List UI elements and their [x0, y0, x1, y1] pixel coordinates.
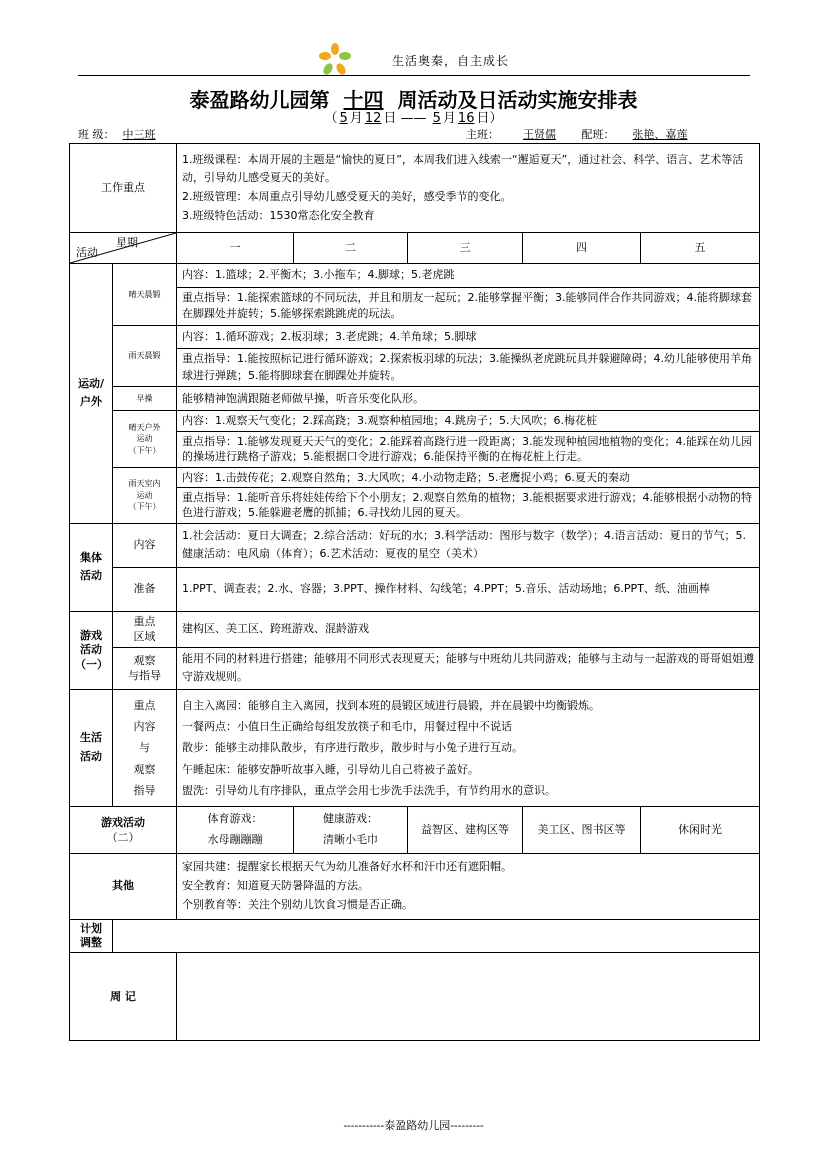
game2-leisure: 休闲时光 [641, 807, 760, 854]
weekday-header-row [70, 233, 760, 264]
school-logo-icon [318, 42, 352, 76]
rainy-afternoon-guide: 重点指导：1.能听音乐将娃娃传给下个小朋友；2.观察自然角的植物；3.能根据要求进行游戏；4.能够根据小动物的特色进行游戏；5.能躲避老鹰的抓捕；6.寻找幼儿园的夏天。 [177, 487, 760, 523]
game2-health: 健康游戏： 清晰小毛巾 [294, 807, 408, 854]
work-row [70, 144, 760, 233]
outdoor-label: 运动/户外 [70, 264, 113, 524]
date-range: （ 5 月 12 日 —— 5 月 16 日） [324, 111, 503, 126]
sunny-morning-content-row [70, 264, 760, 288]
collective-content-row [70, 523, 760, 567]
exercise-row [70, 387, 760, 411]
sunny-morning-content: 内容：1.篮球；2.平衡木；3.小拖车；4.脚球；5.老虎跳 [177, 264, 760, 288]
collective-prep: 1.PPT、调查表；2.水、容器；3.PPT、操作材料、勾线笔；4.PPT；5.音乐、活动场地；6.PPT、纸、油画棒 [177, 567, 760, 611]
rainy-afternoon-content-row [70, 467, 760, 487]
plan-content[interactable] [113, 919, 760, 953]
weekday-thu: 四 [523, 233, 641, 264]
header-rule [78, 75, 750, 76]
rainy-afternoon-content: 内容：1.击鼓传花；2.观察自然角；3.大风吹；4.小动物走路；5.老鹰捉小鸡；6.夏天的秦动 [177, 467, 760, 487]
sunny-morning-guide: 重点指导：1.能探索篮球的不同玩法，并且和朋友一起玩；2.能够掌握平衡；3.能够同伴合作共同游戏；4.能将脚球套在脚踝处并旋转；5.能够探索跳跳虎的玩法。 [177, 287, 760, 325]
work-content: 1.班级课程：本周开展的主题是“愉快的夏日”，本周我们进入线索一“邂逅夏天”，通过社会、科学、语言、艺术等活动，引导幼儿感受夏天的美好。 2.班级管理：本周重点引导幼儿感受夏天的美好，感受季节的变化。 3.班级特色活动：1530常态化安全教育 [177, 144, 760, 233]
life-label: 生活 活动 [70, 690, 113, 807]
week-number: 十四 [343, 88, 384, 112]
weekday-tue: 二 [294, 233, 408, 264]
rainy-morning-content-row [70, 325, 760, 349]
sunny-afternoon-guide: 重点指导：1.能够发现夏天天气的变化；2.能踩着高跷行进一段距离；3.能发现种植园地植物的变化；4.能踩在幼儿园的操场进行跳格子游戏；5.能根据口令进行游戏；6.能保持平衡的在梅花桩上行走。 [177, 431, 760, 467]
life-content: 自主入离园：能够自主入离园，找到本班的晨锻区域进行晨锻，并在晨锻中均衡锻炼。 一餐两点：小值日生正确给每组发放筷子和毛巾，用餐过程中不说话 散步：能够主动排队散步，有序进行散步，散步时与小兔子进行互动。 午睡起床：能够安静听故事入睡，引导幼儿自己将被子盖好。 盥洗：引导幼儿有序排队，重点学会用七步洗手法洗手，有节约用水的意识。 [177, 690, 760, 807]
page-title: 泰盈路幼儿园第 十四 周活动及日活动实施安排表 [189, 88, 638, 112]
game1-obs-label: 观察 与指导 [113, 647, 177, 689]
life-row [70, 690, 760, 807]
class-info: 班 级： 中三班 [78, 128, 156, 141]
exercise-content: 能够精神饱满跟随老师做早操，听音乐变化队形。 [177, 387, 760, 411]
collective-content-label: 内容 [113, 523, 177, 567]
game1-obs: 能用不同的材料进行搭建；能够用不同形式表现夏天；能够与中班幼儿共同游戏；能够与主动与一起游戏的哥哥姐姐遵守游戏规则。 [177, 647, 760, 689]
game2-label: 游戏活动 （二） [70, 807, 177, 854]
plan-label: 计划 调整 [70, 919, 113, 953]
sunny-afternoon-content-row [70, 411, 760, 431]
footer: -----------泰盈路幼儿园--------- [343, 1119, 484, 1132]
sunny-afternoon-content: 内容：1.观察天气变化；2.踩高跷；3.观察种植园地；4.跳房子；5.大风吹；6.梅花桩 [177, 411, 760, 431]
sunny-afternoon-label: 晴天户外 运动 （下午） [113, 411, 177, 467]
work-label: 工作重点 [70, 144, 177, 233]
rainy-morning-guide: 重点指导：1.能按照标记进行循环游戏；2.探索板羽球的玩法；3.能操纵老虎跳玩具并躲避障碍；4.幼儿能够使用羊角球进行弹跳；5.能将脚球套在脚踝处并旋转。 [177, 349, 760, 387]
weekly-row [70, 953, 760, 1041]
game2-thu-zone: 益智区、建构区等 [408, 807, 523, 854]
game2-row [70, 807, 760, 854]
exercise-label: 早操 [113, 387, 177, 411]
weekly-label: 周 记 [70, 953, 177, 1041]
collective-label: 集体活动 [70, 523, 113, 611]
weekday-mon: 一 [177, 233, 294, 264]
game1-area-label: 重点 区域 [113, 611, 177, 647]
weekday-wed: 三 [408, 233, 523, 264]
plan-row [70, 919, 760, 953]
collective-prep-row [70, 567, 760, 611]
teacher-info: 主班： 王贤儒 配班： 张艳、嘉莲 [466, 128, 688, 141]
schedule-table [69, 143, 760, 1041]
game1-label: 游戏 活动 （一） [70, 611, 113, 689]
life-side-label: 重点 内容 与 观察 指导 [113, 690, 177, 807]
game1-obs-row [70, 647, 760, 689]
motto: 生活奥秦，自主成长 [392, 54, 510, 68]
others-content: 家园共建：提醒家长根据天气为幼儿准备好水杯和汗巾还有遮阳帽。 安全教育：知道夏天防暑降温的方法。 个别教育等：关注个别幼儿饮食习惯是否正确。 [177, 853, 760, 919]
collective-prep-label: 准备 [113, 567, 177, 611]
sunny-morning-label: 晴天晨锻 [113, 264, 177, 326]
rainy-morning-label: 雨天晨锻 [113, 325, 177, 387]
game2-fri-zone: 美工区、图书区等 [523, 807, 641, 854]
weekly-content[interactable] [177, 953, 760, 1041]
game1-area: 建构区、美工区、跨班游戏、混龄游戏 [177, 611, 760, 647]
rainy-afternoon-label: 雨天室内 运动 （下午） [113, 467, 177, 523]
others-label: 其他 [70, 853, 177, 919]
game2-pe: 体育游戏： 水母蹦蹦蹦 [177, 807, 294, 854]
rainy-morning-content: 内容：1.循环游戏；2.板羽球；3.老虎跳；4.羊角球；5.脚球 [177, 325, 760, 349]
collective-content: 1.社会活动：夏日大调查；2.综合活动：好玩的水；3.科学活动：图形与数字（数学）；4.语言活动：夏日的节气；5.健康活动：电风扇（体育）；6.艺术活动：夏夜的星空（美术） [177, 523, 760, 567]
weekday-corner: 星期 活动 [70, 233, 177, 264]
weekday-fri: 五 [641, 233, 760, 264]
game1-area-row [70, 611, 760, 647]
others-row [70, 853, 760, 919]
